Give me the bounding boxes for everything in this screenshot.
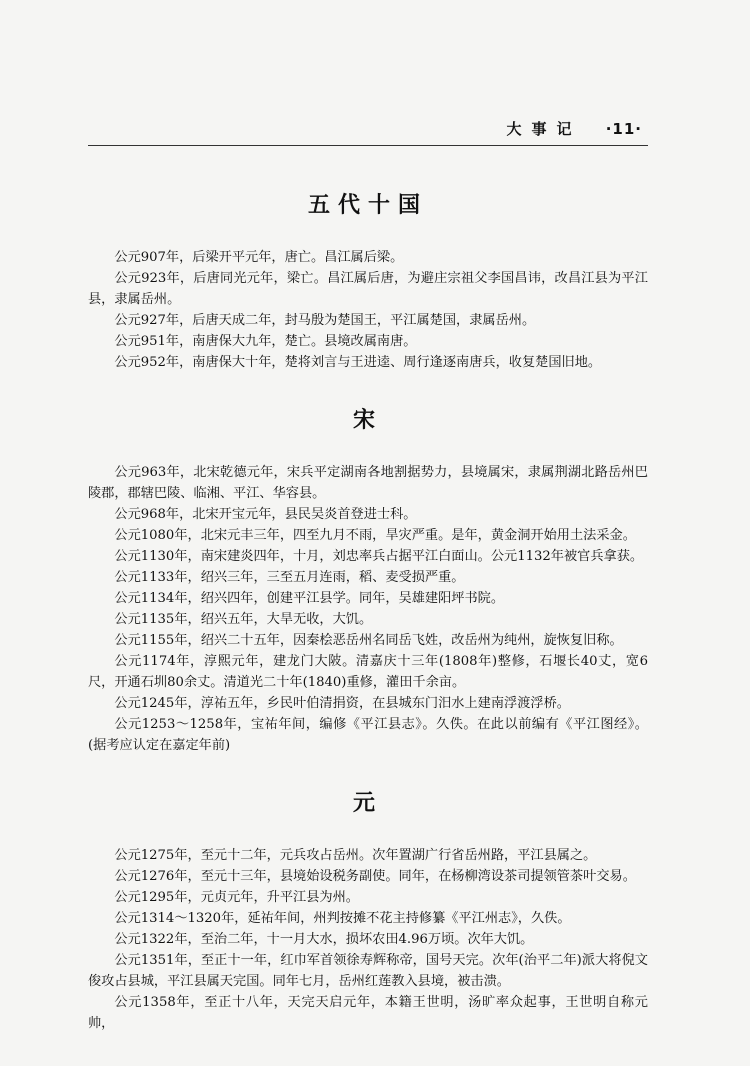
entry-paragraph: 公元1080年，北宋元丰三年，四至九月不雨，旱灾严重。是年，黄金洞开始用土法采金。: [114, 528, 636, 543]
entry-paragraph: 公元923年，后唐同光元年，梁亡。昌江属后唐，为避庄宗祖父李国昌讳，改昌江县为平江县，隶属岳州。: [88, 271, 648, 307]
entry-paragraph: 公元1358年，至正十八年，天完天启元年，本籍王世明，汤旷率众起事，王世明自称元帅，: [88, 995, 648, 1031]
entry-paragraph: 公元1135年，绍兴五年，大旱无收，大饥。: [114, 612, 373, 627]
entry-paragraph: 公元1275年，至元十二年，元兵攻占岳州。次年置湖广行省岳州路，平江县属之。: [114, 848, 597, 863]
entry-paragraph: 公元1245年，淳祐五年，乡民叶伯清捐资，在县城东门汨水上建南浮渡浮桥。: [114, 696, 570, 711]
page-number: ·11·: [605, 120, 642, 138]
entry-paragraph: 公元1134年，绍兴四年，创建平江县学。同年，吴雄建阳坪书院。: [114, 591, 505, 606]
entry-paragraph: 公元1174年，淳熙元年，建龙门大陂。清嘉庆十三年(1808年)整修，石堰长40丈，宽6尺，开通石圳80余丈。清道光二十年(1840)重修，灌田千余亩。: [88, 654, 648, 690]
entry-paragraph: 公元907年，后梁开平元年，唐亡。昌江属后梁。: [114, 250, 404, 265]
header-rule: [88, 145, 648, 146]
entry-paragraph: 公元1133年，绍兴三年，三至五月连雨，稻、麦受损严重。: [114, 570, 465, 585]
entry-paragraph: 公元1295年，元贞元年，升平江县为州。: [114, 890, 359, 905]
entry-paragraph: 公元951年，南唐保大九年，楚亡。县境改属南唐。: [114, 334, 417, 349]
entry-paragraph: 公元1130年，南宋建炎四年，十月，刘忠率兵占据平江白面山。公元1132年被官兵拿获。: [114, 549, 644, 564]
entry-paragraph: 公元1276年，至元十三年，县境始设税务副使。同年，在杨柳湾设茶司提领管茶叶交易。: [114, 869, 636, 884]
entry-paragraph: 公元968年，北宋开宝元年，县民吴炎首登进士科。: [114, 507, 417, 522]
section-title-song: 宋: [352, 408, 383, 433]
entry-paragraph: 公元963年，北宋乾德元年，宋兵平定湖南各地割据势力，县境属宋，隶属荆湖北路岳州巴陵郡，郡辖巴陵、临湘、平江、华容县。: [88, 465, 648, 501]
section-title-yuan: 元: [352, 791, 383, 816]
page-body: [88, 180, 648, 1034]
running-header: [506, 118, 642, 139]
header-title: 大事记: [506, 120, 582, 138]
entry-paragraph: 公元1351年，至正十一年，红巾军首领徐寿辉称帝，国号天完。次年(治平二年)派大将倪文俊攻占县城，平江县属天完国。同年七月，岳州红莲教入县境，被击溃。: [88, 953, 648, 989]
entry-paragraph: 公元1314～1320年，延祐年间，州判按摊不花主持修纂《平江州志》，久佚。: [114, 911, 571, 926]
entry-paragraph: 公元1253～1258年，宝祐年间，编修《平江县志》。久佚。在此以前编有《平江图经》。(据考应认定在嘉定年前): [88, 717, 648, 753]
entry-paragraph: 公元927年，后唐天成二年，封马殷为楚国王，平江属楚国，隶属岳州。: [114, 313, 536, 328]
entry-paragraph: 公元1322年，至治二年，十一月大水，损坏农田4.96万顷。次年大饥。: [114, 932, 534, 947]
entry-paragraph: 公元1155年，绍兴二十五年，因秦桧恶岳州名同岳飞姓，改岳州为纯州，旋恢复旧称。: [114, 633, 623, 648]
section-title-wudai: 五代十国: [307, 193, 428, 218]
entry-paragraph: 公元952年，南唐保大十年，楚将刘言与王进逵、周行逢逐南唐兵，收复楚国旧地。: [114, 355, 602, 370]
